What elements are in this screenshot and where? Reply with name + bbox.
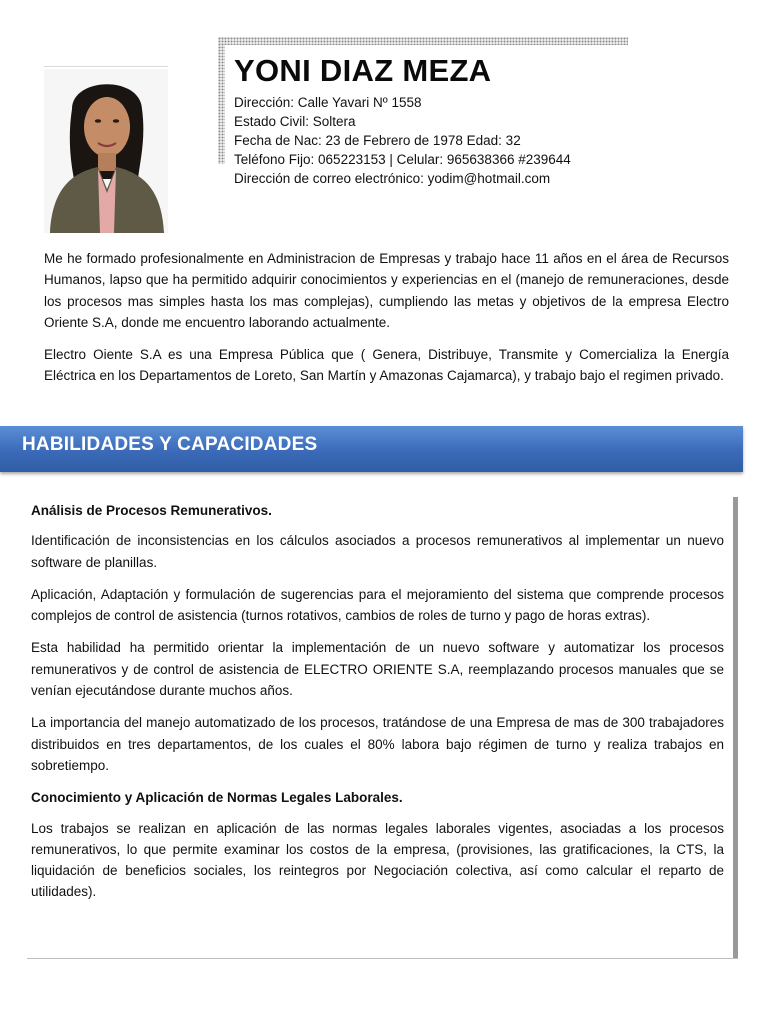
section-banner (0, 426, 743, 472)
contact-info (234, 93, 571, 188)
birth-date-line: Fecha de Nac: 23 de Febrero de 1978 Edad: 32 (234, 133, 521, 148)
skill-paragraph: Aplicación, Adaptación y formulación de sugerencias para el mejoramiento del sistema que comprende procesos complejos de control de asistencia (turnos rotativos, cambios de roles de turno y pago de horas extras). (31, 586, 724, 624)
skill-paragraph: Esta habilidad ha permitido orientar la implementación de un nuevo software y automatizar los procesos remunerativos y de control de asistencia de ELECTRO ORIENTE S.A, reemplazando procesos manuales que se venían ejecutándose durante muchos años. (31, 640, 724, 699)
bottom-divider (27, 958, 738, 959)
civil-status-line: Estado Civil: Soltera (234, 114, 356, 129)
section-title: HABILIDADES Y CAPACIDADES (22, 434, 318, 455)
email-line: Dirección de correo electrónico: yodim@hotmail.com (234, 171, 551, 186)
skill-heading: Conocimiento y Aplicación de Normas Legales Laborales. (31, 790, 403, 806)
skill-paragraph: La importancia del manejo automatizado de los procesos, tratándose de una Empresa de mas de 300 trabajadores distribuidos en tres departamentos, de los cuales el 80% labora bajo régimen de turno y realiza trabajos en sobretiempo. (31, 715, 724, 773)
intro-section (44, 248, 729, 398)
decorative-dotted-border-top (218, 37, 628, 45)
skill-paragraph: Identificación de inconsistencias en los cálculos asociados a procesos remunerativos al implementar un nuevo software de planillas. (31, 533, 724, 570)
phone-line: Teléfono Fijo: 065223153 | Celular: 965638366 #239644 (234, 152, 571, 167)
skills-section (31, 500, 724, 914)
photo-top-rule (44, 66, 168, 67)
profile-photo (44, 69, 168, 233)
skill-paragraph: Los trabajos se realizan en aplicación de las normas legales laborales vigentes, asociadas a los procesos remunerativos, lo que permite examinar los costos de la empresa, (provisiones, las gratificaciones, la CTS, la liquidación de beneficios sociales, los reintegros por Negociación colectiva, así como calcular el reparto de utilidades). (31, 820, 724, 900)
address-line: Dirección: Calle Yavari Nº 1558 (234, 95, 422, 110)
skill-heading: Análisis de Procesos Remunerativos. (31, 503, 272, 518)
decorative-right-bar (733, 497, 738, 959)
intro-paragraph: Me he formado profesionalmente en Administracion de Empresas y trabajo hace 11 años en el área de Recursos Humanos, lapso que ha permitido adquirir conocimientos y experiencias en el (manejo de remuneraciones, desde los procesos mas simples hasta los mas complejas), cumpliendo las metas y objetivos de la empresa Electro Oriente S.A, donde me encuentro laborando actualmente. (44, 251, 729, 330)
candidate-name: YONI DIAZ MEZA (234, 53, 492, 88)
decorative-dotted-border-left (218, 37, 225, 164)
intro-paragraph: Electro Oiente S.A es una Empresa Pública que ( Genera, Distribuye, Transmite y Comercializa la Energía Eléctrica en los Departamentos de Loreto, San Martín y Amazonas Cajamarca), y trabajo bajo el regimen privado. (44, 347, 729, 384)
